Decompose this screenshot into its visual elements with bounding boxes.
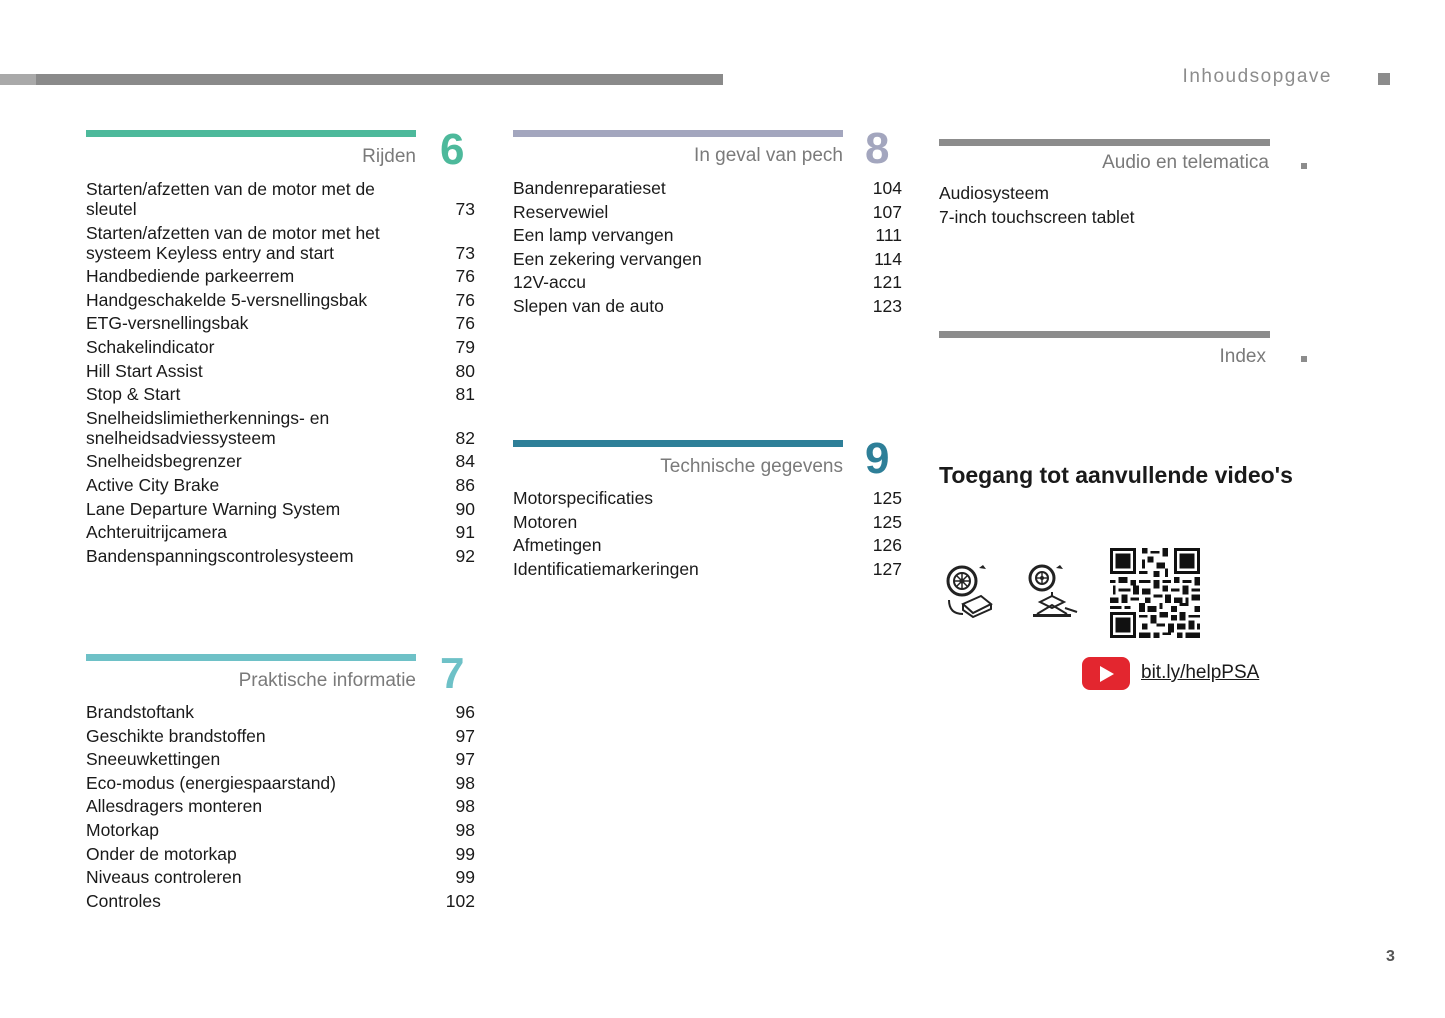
- page-number: 3: [1386, 948, 1395, 965]
- section-bar: [513, 130, 843, 137]
- toc-entry[interactable]: [86, 546, 475, 566]
- toc-entry[interactable]: [513, 488, 902, 508]
- toc-entry-label: Allesdragers monteren: [86, 796, 263, 817]
- section-number: 7: [440, 649, 465, 698]
- toc-list: [86, 179, 475, 569]
- toc-entry[interactable]: [513, 202, 902, 222]
- video-heading: Toegang tot aanvullende video's: [939, 462, 1293, 488]
- toc-entry-label: Sneeuwkettingen: [86, 749, 221, 770]
- toc-entry-page: 99: [455, 867, 475, 888]
- toc-entry-label: 7-inch touchscreen tablet: [939, 206, 1135, 227]
- section-bullet-icon: [1301, 356, 1307, 362]
- toc-entry[interactable]: [86, 266, 475, 286]
- toc-entry-page: 86: [455, 474, 475, 495]
- toc-entry[interactable]: [86, 451, 475, 471]
- toc-entry[interactable]: [86, 361, 475, 381]
- toc-entry-page: 111: [875, 225, 902, 246]
- toc-list: [513, 488, 902, 582]
- toc-entry-page: 98: [455, 819, 475, 840]
- toc-entry[interactable]: [86, 773, 475, 793]
- toc-entry-label: Geschikte brandstoffen: [86, 725, 266, 746]
- toc-entry-page: 123: [872, 295, 902, 316]
- toc-entry[interactable]: [513, 249, 902, 269]
- toc-entry[interactable]: [86, 337, 475, 357]
- toc-entry-page: 125: [872, 488, 902, 508]
- toc-entry-page: 104: [872, 178, 902, 198]
- toc-entry[interactable]: [86, 179, 475, 219]
- toc-entry-label: Brandstoftank: [86, 702, 194, 722]
- toc-entry-label: Identificatiemarkeringen: [513, 558, 699, 579]
- section-bar: [86, 130, 416, 137]
- qr-code-icon[interactable]: [1106, 545, 1204, 641]
- toc-list: [513, 178, 902, 320]
- page-header-title: Inhoudsopgave: [1182, 66, 1332, 87]
- toc-entry-page: 76: [455, 289, 475, 310]
- section-bar: [513, 440, 843, 447]
- toc-entry-label: Slepen van de auto: [513, 295, 664, 316]
- toc-entry-page: 90: [455, 498, 475, 519]
- toc-entry-page: 97: [455, 725, 475, 746]
- section-bar: [939, 139, 1270, 146]
- toc-entry-page: 73: [455, 242, 475, 263]
- toc-entry[interactable]: [86, 844, 475, 864]
- toc-entry-label: Starten/afzetten van de motor met de sleutel: [86, 179, 375, 219]
- toc-entry-label: Hill Start Assist: [86, 360, 203, 381]
- toc-entry[interactable]: [513, 178, 902, 198]
- toc-entry-label: ETG-versnellingsbak: [86, 313, 249, 334]
- toc-entry[interactable]: [86, 891, 475, 911]
- section-title: Technische gegevens: [660, 456, 843, 477]
- section-number: 6: [440, 125, 465, 174]
- toc-entry-page: 99: [455, 843, 475, 864]
- toc-entry-label: Schakelindicator: [86, 336, 215, 357]
- toc-entry-page: 79: [455, 336, 475, 357]
- toc-entry[interactable]: [513, 535, 902, 555]
- toc-entry[interactable]: [513, 296, 902, 316]
- toc-entry[interactable]: [86, 522, 475, 542]
- toc-entry-page: 98: [455, 796, 475, 817]
- toc-entry-label: Snelheidsbegrenzer: [86, 451, 242, 472]
- youtube-icon[interactable]: [1082, 657, 1130, 690]
- toc-entry[interactable]: [513, 512, 902, 532]
- toc-entry-label: Controles: [86, 890, 161, 911]
- section-title: In geval van pech: [694, 145, 843, 166]
- toc-entry-label: Afmetingen: [513, 535, 602, 556]
- tyre-repair-kit-icon[interactable]: [943, 564, 995, 620]
- toc-entry-label: Een lamp vervangen: [513, 225, 674, 246]
- toc-entry-page: 126: [872, 535, 902, 556]
- toc-entry-label: Reservewiel: [513, 201, 609, 222]
- toc-entry-page: 76: [455, 313, 475, 334]
- toc-entry[interactable]: [86, 820, 475, 840]
- toc-entry[interactable]: [86, 726, 475, 746]
- section-bullet-icon: [1301, 163, 1307, 169]
- toc-entry-label: Starten/afzetten van de motor met het systeem Keyless entry and start: [86, 222, 380, 263]
- toc-entry[interactable]: [86, 702, 475, 722]
- toc-entry-label: Stop & Start: [86, 384, 181, 405]
- toc-entry-page: 114: [874, 248, 902, 269]
- section-bar: [86, 654, 416, 661]
- toc-entry[interactable]: [513, 225, 902, 245]
- toc-entry[interactable]: [939, 207, 1270, 227]
- toc-entry-page: 80: [455, 360, 475, 381]
- section-bar: [939, 331, 1270, 338]
- toc-entry-page: 121: [872, 272, 902, 293]
- toc-entry-label: Achteruitrijcamera: [86, 522, 228, 543]
- section-number: 9: [865, 434, 890, 483]
- toc-entry-page: 92: [455, 545, 475, 566]
- toc-entry-label: Handbediende parkeerrem: [86, 266, 295, 287]
- toc-entry[interactable]: [86, 796, 475, 816]
- section-title: Index: [1219, 346, 1266, 367]
- toc-entry[interactable]: [513, 272, 902, 292]
- toc-entry-label: Motorspecificaties: [513, 488, 654, 508]
- toc-entry[interactable]: [86, 384, 475, 404]
- toc-entry-label: Snelheidslimietherkennings- en snelheidsadviessysteem: [86, 407, 330, 448]
- toc-entry[interactable]: [86, 223, 475, 263]
- section-title: Praktische informatie: [238, 670, 416, 691]
- toc-entry-label: Audiosysteem: [939, 183, 1049, 203]
- toc-entry[interactable]: [86, 408, 475, 448]
- toc-entry-page: 125: [872, 511, 902, 532]
- toc-entry[interactable]: [86, 749, 475, 769]
- toc-entry-page: 82: [455, 427, 475, 448]
- toc-entry-page: 81: [455, 384, 475, 405]
- toc-entry[interactable]: [86, 290, 475, 310]
- toc-entry-page: 84: [455, 451, 475, 472]
- toc-entry[interactable]: [86, 499, 475, 519]
- toc-entry-label: Motorkap: [86, 819, 159, 840]
- toc-entry[interactable]: [86, 867, 475, 887]
- toc-entry-label: Motoren: [513, 511, 578, 532]
- toc-entry-page: 107: [872, 201, 902, 222]
- toc-entry-page: 98: [455, 772, 475, 793]
- header-bar: [0, 74, 723, 85]
- toc-entry[interactable]: [86, 313, 475, 333]
- toc-entry-page: 76: [455, 266, 475, 287]
- toc-entry-label: Bandenspanningscontrolesysteem: [86, 545, 354, 566]
- toc-list: [86, 702, 475, 914]
- section-title: Rijden: [362, 146, 416, 167]
- toc-entry-label: Bandenreparatieset: [513, 178, 666, 198]
- section-title: Audio en telematica: [1102, 152, 1269, 173]
- toc-list: [939, 183, 1270, 230]
- toc-entry-page: 97: [455, 749, 475, 770]
- toc-entry-label: Niveaus controleren: [86, 867, 242, 888]
- toc-entry-page: 96: [455, 702, 475, 722]
- toc-entry-label: 12V-accu: [513, 272, 586, 293]
- video-link[interactable]: bit.ly/helpPSA: [1141, 662, 1260, 683]
- toc-entry-page: 91: [455, 522, 475, 543]
- toc-entry[interactable]: [86, 475, 475, 495]
- toc-entry-page: 127: [872, 558, 902, 579]
- toc-entry[interactable]: [513, 559, 902, 579]
- header-square-icon: [1378, 73, 1390, 85]
- toc-entry-label: Onder de motorkap: [86, 843, 237, 864]
- toc-entry-label: Handgeschakelde 5-versnellingsbak: [86, 289, 368, 310]
- section-number: 8: [865, 124, 890, 173]
- toc-entry-label: Lane Departure Warning System: [86, 498, 341, 519]
- toc-entry-label: Active City Brake: [86, 474, 220, 495]
- spare-wheel-jack-icon[interactable]: [1025, 564, 1079, 620]
- toc-entry-label: Een zekering vervangen: [513, 248, 702, 269]
- toc-entry-label: Eco-modus (energiespaarstand): [86, 772, 336, 793]
- toc-entry[interactable]: [939, 183, 1270, 203]
- toc-entry-page: 73: [455, 199, 475, 219]
- toc-entry-page: 102: [445, 890, 475, 911]
